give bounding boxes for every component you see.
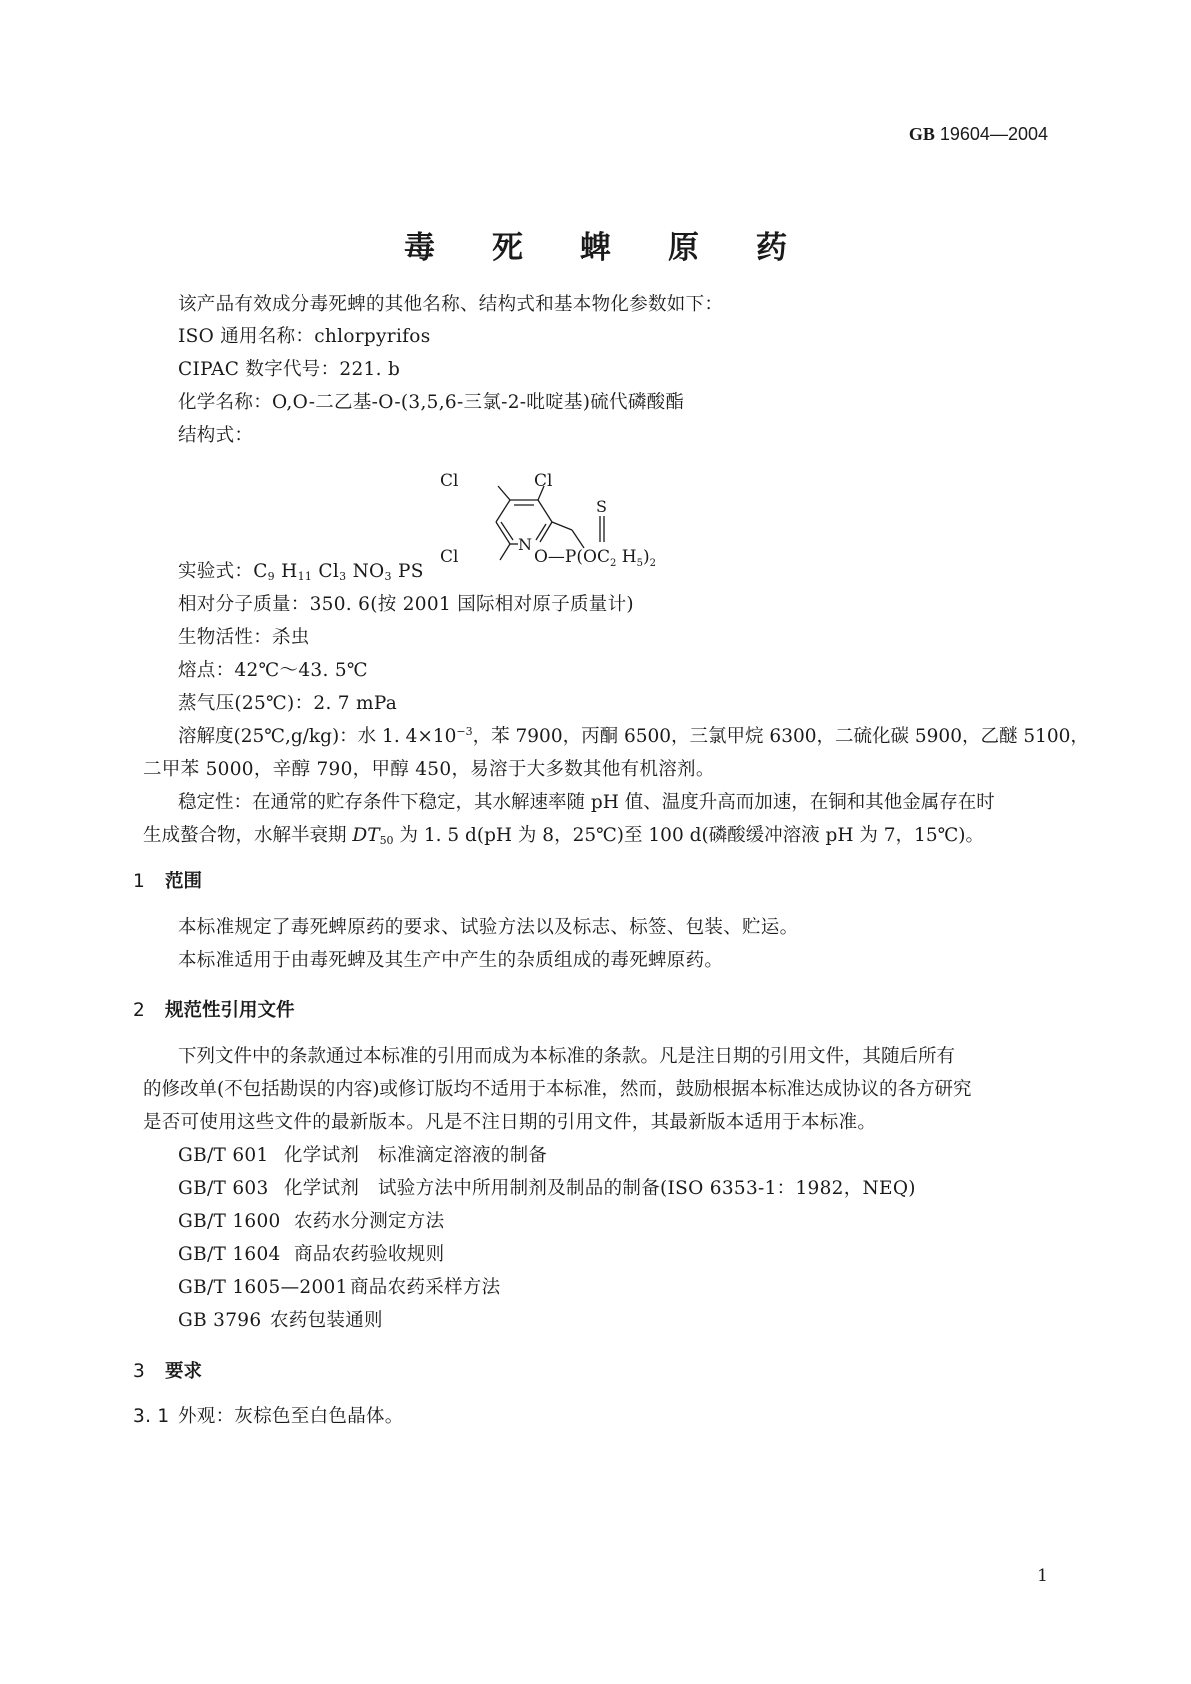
formula-c: C (253, 561, 268, 582)
page-number: 1 (1037, 1566, 1048, 1586)
subsection-3-1 (133, 1402, 404, 1428)
solubility-exponent: −3 (456, 725, 473, 738)
iso-common-name: ISO 通用名称：chlorpyrifos (178, 326, 431, 347)
formula-cl: Cl (312, 561, 340, 582)
reference-code: GB/T 603 (178, 1178, 269, 1199)
stability-line-1: 稳定性：在通常的贮存条件下稳定，其水解速率随 pH 值、温度升高而加速，在铜和其他金属存在时 (178, 792, 995, 813)
biological-activity: 生物活性：杀虫 (178, 627, 310, 648)
section-heading-2 (133, 996, 295, 1022)
formula-h-sub: 11 (297, 570, 313, 583)
normref-line-2: 的修改单(不包括勘误的内容)或修订版均不适用于本标准，然而，鼓励根据本标准达成协议的各方研究 (143, 1079, 972, 1100)
subsection-number: 3. 1 (133, 1406, 170, 1427)
solubility-line-1 (178, 722, 1089, 748)
normref-line-3: 是否可使用这些文件的最新版本。凡是不注日期的引用文件，其最新版本适用于本标准。 (143, 1112, 877, 1133)
reference-item (178, 1174, 916, 1200)
reference-title: 化学试剂 试验方法中所用制剂及制品的制备(ISO 6353-1：1982，NEQ) (284, 1178, 916, 1199)
reference-title: 商品农药采样方法 (350, 1277, 501, 1298)
atom-cl-top-right: Cl (534, 471, 553, 491)
reference-item (178, 1207, 444, 1233)
atom-n: N (518, 535, 532, 554)
reference-code: GB 3796 (178, 1310, 262, 1331)
formula-ps: PS (391, 561, 424, 582)
scope-paragraph-1: 本标准规定了毒死蜱原药的要求、试验方法以及标志、标签、包装、贮运。 (178, 917, 799, 938)
formula-no-sub: 3 (384, 570, 392, 583)
stability-dt-sub: 50 (379, 834, 394, 847)
intro-lead: 该产品有效成分毒死蜱的其他名称、结构式和基本物化参数如下： (178, 294, 724, 315)
reference-code: GB/T 1604 (178, 1244, 281, 1265)
p-sub2: 5 (636, 558, 643, 569)
section-number: 2 (133, 1000, 145, 1021)
reference-title: 农药包装通则 (270, 1310, 383, 1331)
molar-mass: 相对分子质量：350. 6(按 2001 国际相对原子质量计) (178, 594, 634, 615)
formula-c-sub: 9 (267, 570, 275, 583)
normref-line-1: 下列文件中的条款通过本标准的引用而成为本标准的条款。凡是注日期的引用文件，其随后所有 (178, 1046, 956, 1067)
formula-h: H (274, 561, 298, 582)
o-p-link: O—P (534, 547, 577, 567)
stability-line-2 (143, 821, 984, 847)
section-title: 规范性引用文件 (165, 1000, 295, 1021)
reference-item (178, 1141, 547, 1167)
formula-no: NO (346, 561, 385, 582)
cipac-code: CIPAC 数字代号：221. b (178, 359, 401, 380)
stability-post: 为 1. 5 d(pH 为 8，25℃)至 100 d(磷酸缓冲溶液 pH 为 7，15℃)。 (393, 825, 985, 846)
solubility-post: ，苯 7900，丙酮 6500，三氯甲烷 6300，二硫化碳 5900，乙醚 5100， (472, 726, 1089, 747)
document-title: 毒死蜱原药 (404, 230, 844, 266)
vapor-pressure: 蒸气压(25℃)：2. 7 mPa (178, 693, 398, 714)
reference-code: GB/T 1600 (178, 1211, 281, 1232)
p-group-close: ) (642, 547, 650, 567)
solubility-line-2: 二甲苯 5000，辛醇 790，甲醇 450，易溶于大多数其他有机溶剂。 (143, 759, 715, 780)
melting-point: 熔点：42℃～43. 5℃ (178, 660, 368, 681)
stability-pre: 生成螯合物，水解半衰期 (143, 825, 353, 846)
chemical-name: 化学名称：O,O-二乙基-O-(3,5,6-三氯-2-吡啶基)硫代磷酸酯 (178, 392, 685, 413)
empirical-formula (178, 557, 424, 583)
section-title: 要求 (165, 1361, 203, 1382)
reference-item (178, 1273, 500, 1299)
p-group-h: H (616, 547, 637, 567)
atom-s: S (596, 497, 607, 516)
section-title: 范围 (165, 871, 203, 892)
stability-dt: DT (352, 825, 380, 846)
standard-prefix: GB (908, 124, 935, 144)
section-number: 3 (133, 1361, 145, 1382)
p-sub1: 2 (609, 558, 617, 569)
p-group-open: (OC (576, 547, 610, 567)
reference-code: GB/T 1605—2001 (178, 1277, 348, 1298)
scope-paragraph-2: 本标准适用于由毒死蜱及其生产中产生的杂质组成的毒死蜱原药。 (178, 950, 724, 971)
reference-item (178, 1306, 383, 1332)
phosphate-group (534, 547, 656, 569)
reference-item (178, 1240, 444, 1266)
structural-formula (440, 471, 710, 592)
reference-title: 农药水分测定方法 (294, 1211, 445, 1232)
reference-code: GB/T 601 (178, 1145, 269, 1166)
reference-title: 化学试剂 标准滴定溶液的制备 (284, 1145, 548, 1166)
standard-code: 19604—2004 (939, 124, 1048, 144)
solubility-pre: 溶解度(25℃,g/kg)：水 1. 4×10 (178, 726, 457, 747)
structure-label: 结构式： (178, 425, 254, 446)
section-heading-3 (133, 1357, 202, 1383)
atom-cl-bottom-left: Cl (440, 547, 459, 567)
reference-title: 商品农药验收规则 (294, 1244, 445, 1265)
atom-cl-top-left: Cl (440, 471, 459, 491)
section-number: 1 (133, 871, 145, 892)
section-heading-1 (133, 867, 202, 893)
subsection-text: 外观：灰棕色至白色晶体。 (178, 1406, 404, 1427)
formula-label: 实验式： (178, 561, 254, 582)
formula-cl-sub: 3 (339, 570, 347, 583)
p-sub3: 2 (649, 558, 656, 569)
standard-number (909, 124, 1048, 145)
